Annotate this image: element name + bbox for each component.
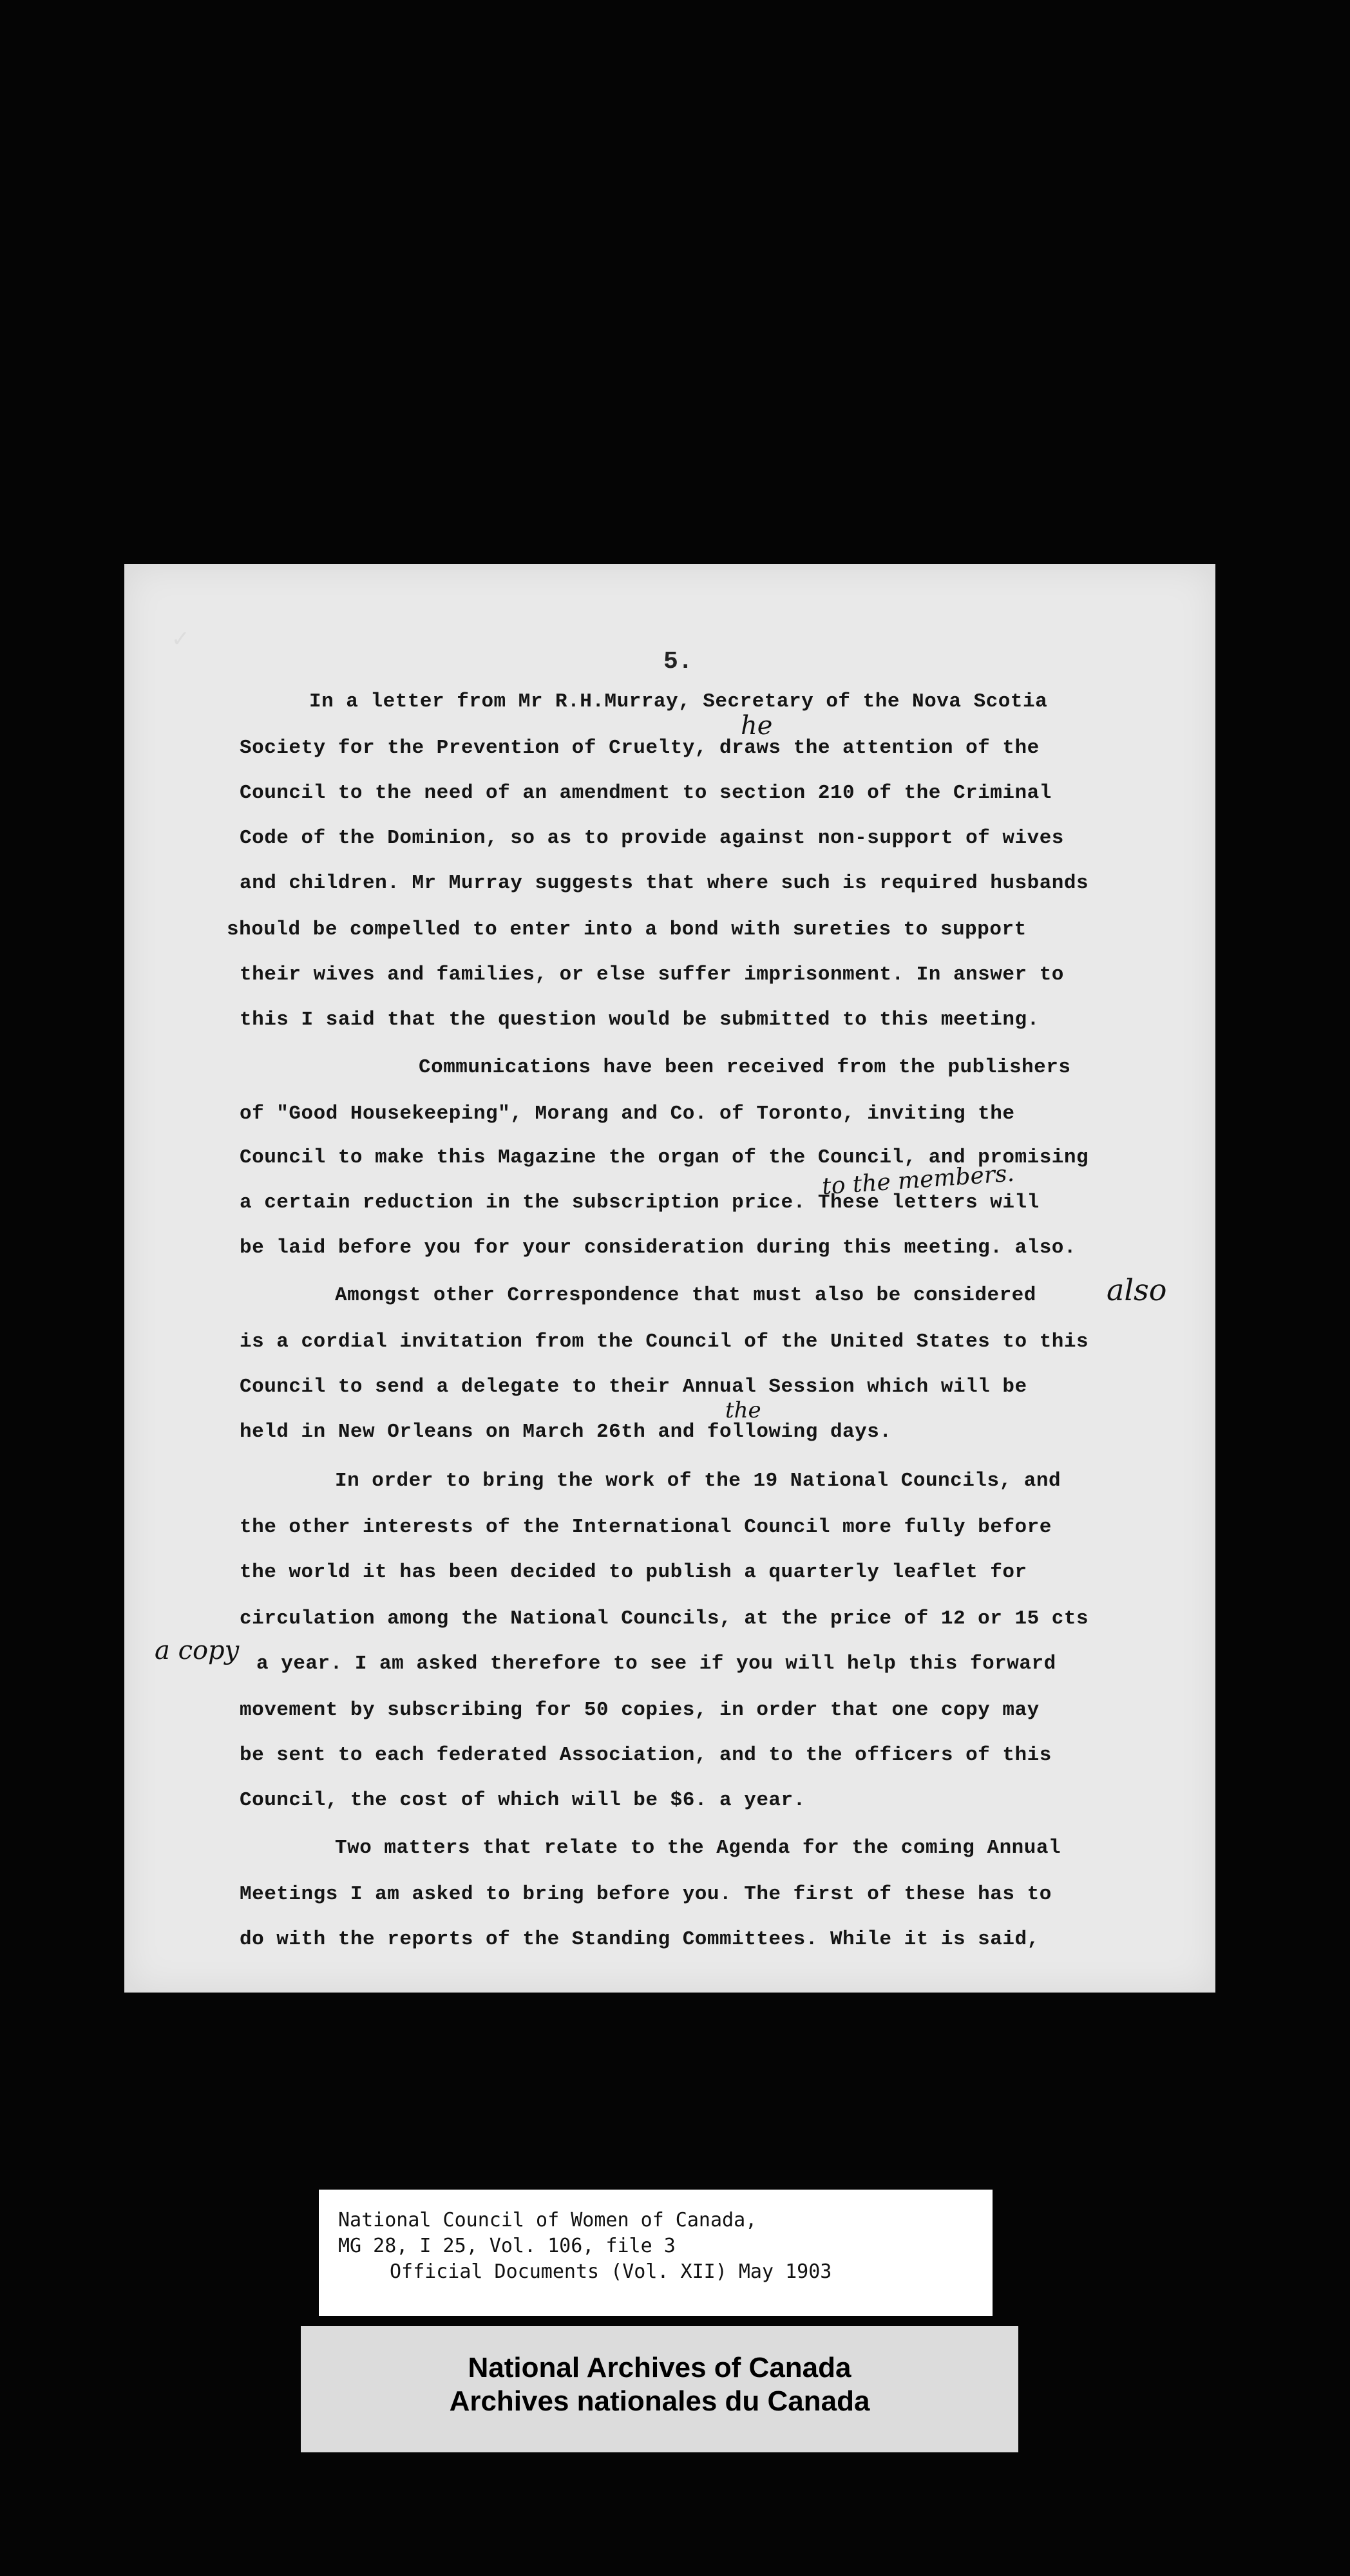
archive-stamp-french: Archives nationales du Canada xyxy=(449,2385,870,2417)
archive-label-line: National Council of Women of Canada, xyxy=(338,2209,757,2231)
text-line: Society for the Prevention of Cruelty, draws the attention of the xyxy=(240,737,1040,759)
handwritten-insert-members: to the members. xyxy=(821,1160,1016,1200)
document-page xyxy=(124,564,1215,1993)
margin-tick-mark: ✓ xyxy=(173,623,189,653)
text-line: the world it has been decided to publish a quarterly leaflet for xyxy=(240,1561,1027,1584)
text-line: In a letter from Mr R.H.Murray, Secretary of the Nova Scotia xyxy=(309,690,1048,713)
text-line: a year. I am asked therefore to see if you will help this forward xyxy=(256,1653,1056,1675)
handwritten-insert-he: he xyxy=(741,711,773,741)
text-line: movement by subscribing for 50 copies, in order that one copy may xyxy=(240,1699,1040,1721)
text-line: their wives and families, or else suffer imprisonment. In answer to xyxy=(240,963,1064,986)
text-line: should be compelled to enter into a bond with sureties to support xyxy=(227,918,1027,941)
text-line: be laid before you for your consideration during this meeting. also. xyxy=(240,1236,1077,1259)
text-line: Council to make this Magazine the organ of the Council, and promising xyxy=(240,1146,1089,1169)
archive-label-line: Official Documents (Vol. XII) May 1903 xyxy=(390,2260,832,2283)
text-line: held in New Orleans on March 26th and following days. xyxy=(240,1421,892,1443)
text-line: In order to bring the work of the 19 National Councils, and xyxy=(335,1470,1061,1492)
text-line: Council to the need of an amendment to section 210 of the Criminal xyxy=(240,782,1052,804)
text-line: Communications have been received from the publishers xyxy=(419,1056,1071,1079)
page-number: 5. xyxy=(663,648,693,676)
text-line: this I said that the question would be submitted to this meeting. xyxy=(240,1009,1040,1031)
text-line: Council to send a delegate to their Annual Session which will be xyxy=(240,1376,1027,1398)
text-line: Code of the Dominion, so as to provide against non-support of wives xyxy=(240,827,1064,849)
text-line: is a cordial invitation from the Council of the United States to this xyxy=(240,1331,1089,1353)
text-line: Council, the cost of which will be $6. a year. xyxy=(240,1789,806,1812)
text-line: Amongst other Correspondence that must also be considered xyxy=(335,1284,1036,1307)
text-line: of "Good Housekeeping", Morang and Co. of Toronto, inviting the xyxy=(240,1103,1015,1125)
archive-label-line: MG 28, I 25, Vol. 106, file 3 xyxy=(338,2235,676,2257)
text-line: the other interests of the International Council more fully before xyxy=(240,1516,1052,1539)
text-line: do with the reports of the Standing Committees. While it is said, xyxy=(240,1928,1040,1951)
archive-label xyxy=(319,2190,993,2316)
text-line: a certain reduction in the subscription price. These letters will xyxy=(240,1191,1040,1214)
text-line: be sent to each federated Association, and to the officers of this xyxy=(240,1744,1052,1766)
handwritten-margin-note: a copy xyxy=(155,1636,240,1665)
text-line: and children. Mr Murray suggests that where such is required husbands xyxy=(240,872,1089,895)
archive-stamp xyxy=(301,2326,1018,2452)
handwritten-insert-also: also xyxy=(1107,1273,1167,1307)
handwritten-insert-the: the xyxy=(725,1397,761,1423)
text-line: Two matters that relate to the Agenda for the coming Annual xyxy=(335,1837,1061,1859)
text-line: Meetings I am asked to bring before you. The first of these has to xyxy=(240,1883,1052,1906)
archive-stamp-english: National Archives of Canada xyxy=(468,2352,851,2383)
text-line: circulation among the National Councils, at the price of 12 or 15 cts xyxy=(240,1607,1089,1630)
